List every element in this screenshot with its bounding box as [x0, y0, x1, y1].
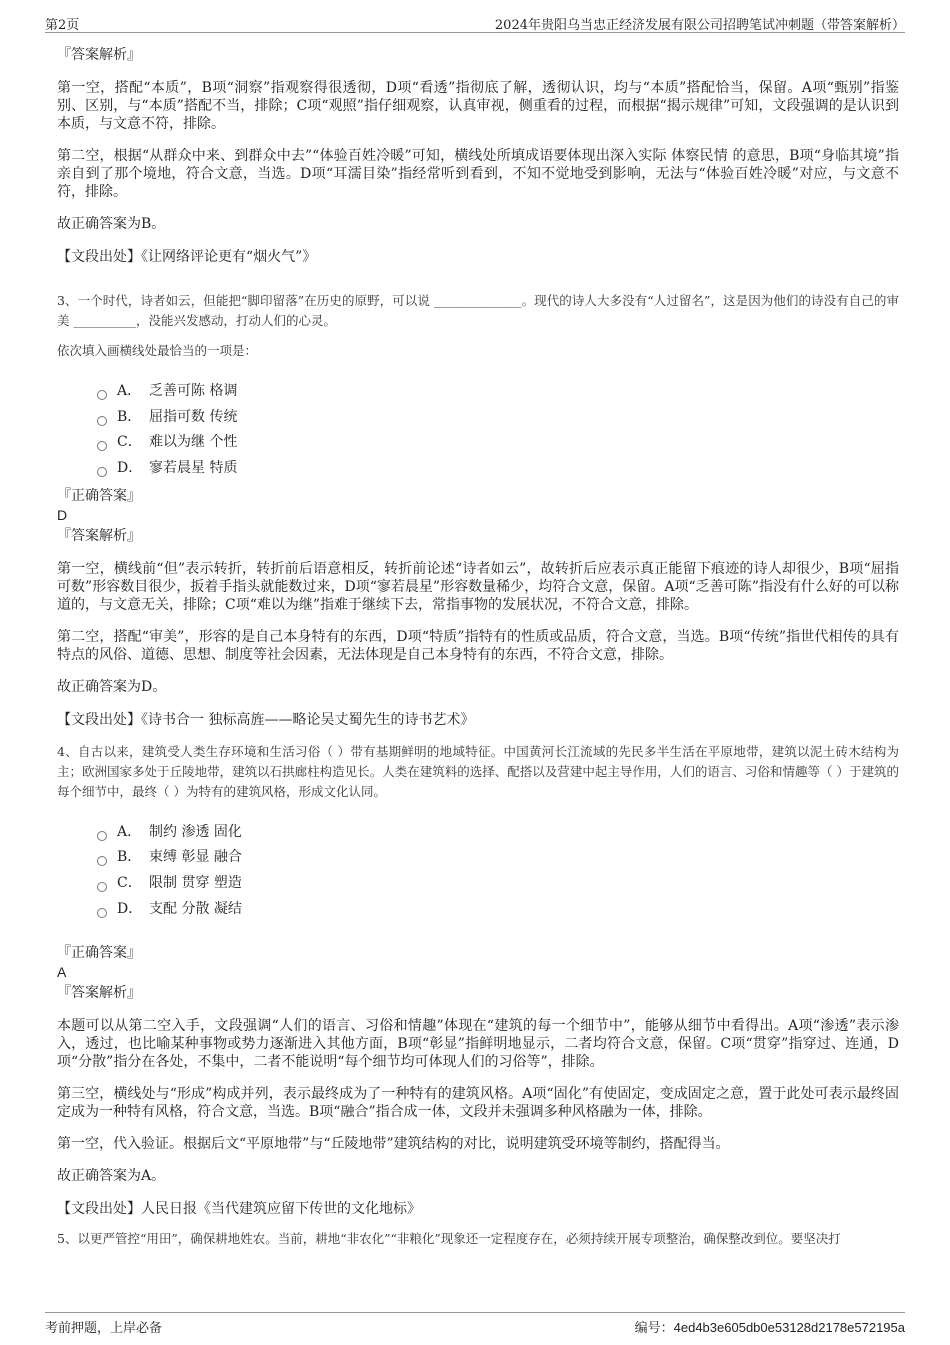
q4-option-c[interactable]: C． 限制 贯穿 塑造	[97, 871, 899, 897]
q4-analysis-para-2: 第三空，横线处与“形成”构成并列，表示最终成为了一种特有的建筑风格。A项“固化”有使固定，变成固定之意，置于此处可表示最终固定成为一种特有风格，符合文意，当选。B项“融合”指合成一体，文段并未强调多种风格融为一体，排除。	[57, 1085, 899, 1120]
q4-correct-label: 『正确答案』	[57, 944, 141, 961]
page-number: 第2页	[45, 18, 80, 33]
radio-icon[interactable]	[97, 441, 107, 451]
q3-option-b[interactable]: B． 屈指可数 传统	[97, 405, 899, 431]
radio-icon[interactable]	[97, 467, 107, 477]
q4-analysis-para-3: 第一空，代入验证。根据后文“平原地带”与“丘陵地带”建筑结构的对比，说明建筑受环境等制约，搭配得当。	[57, 1135, 730, 1152]
q3-options	[97, 379, 899, 482]
q2-source: 【文段出处】《让网络评论更有“烟火气”》	[57, 249, 317, 265]
q3-option-d[interactable]: D． 寥若晨星 特质	[97, 456, 899, 482]
document-title: 2024年贵阳乌当忠正经济发展有限公司招聘笔试冲刺题（带答案解析）	[494, 18, 905, 33]
q2-analysis-conclusion: 故正确答案为B。	[57, 216, 166, 232]
q3-correct-answer: D	[57, 506, 68, 523]
radio-icon[interactable]	[97, 416, 107, 426]
q4-analysis-label: 『答案解析』	[57, 984, 141, 1001]
page-content	[57, 45, 899, 1249]
q4-correct-answer: A	[57, 963, 67, 980]
q2-analysis-para-1: 第一空，搭配“本质”，B项“洞察”指观察得很透彻，D项“看透”指彻底了解，透彻认识，均与“本质”搭配恰当，保留。A项“甄别”指鉴别、区别，与“本质”搭配不当，排除；C项“观照”指仔细观察，认真审视，侧重看的过程，而根据“揭示规律”可知，文段强调的是认识到本质，与文意不符，排除。	[57, 80, 899, 132]
q3-correct-label: 『正确答案』	[57, 487, 141, 504]
q4-stem: 4、自古以来，建筑受人类生存环境和生活习俗（ ）带有基期鲜明的地域特征。中国黄河长江流域的先民多半生活在平原地带，建筑以泥土砖木结构为主；欧洲国家多处于丘陵地带，建筑以石拱廊柱构造见长。人类在建筑料的选择、配搭以及营建中起主导作用，人们的语言、习俗和情趣等（ ）于建筑的每个细节中，最终（ ）为特有的建筑风格，形成文化认同。	[57, 743, 899, 799]
page-footer	[45, 1312, 905, 1335]
q3-analysis-para-2: 第二空，搭配“审美”，形容的是自己本身特有的东西，D项“特质”指特有的性质或品质，符合文意，当选。B项“传统”指世代相传的具有特点的风俗、道德、思想、制度等社会因素，无法体现是自己本身特有的东西，不符合文意，排除。	[57, 628, 899, 663]
q4-option-a[interactable]: A． 制约 渗透 固化	[97, 820, 899, 846]
q5-stem: 5、以更严管控“用田”，确保耕地姓农。当前，耕地“非农化”“非粮化”现象还一定程度存在，必须持续开展专项整治，确保整改到位。要坚决打	[57, 1230, 841, 1246]
radio-icon[interactable]	[97, 390, 107, 400]
q4-analysis-para-1: 本题可以从第二空入手，文段强调“人们的语言、习俗和情趣”体现在“建筑的每一个细节中”，能够从细节中看得出。A项“渗透”表示渗入，透过，也比喻某种事物或势力逐渐进入其他方面，B项“彰显”指鲜明地显示，二者均符合文意，保留。C项“贯穿”指穿过、连通，D项“分散”指分在各处，不集中，二者不能说明“每个细节均可体现人们的习俗等”，排除。	[57, 1017, 899, 1070]
q3-analysis-conclusion: 故正确答案为D。	[57, 678, 167, 695]
q3-analysis-para-1: 第一空，横线前“但”表示转折，转折前后语意相反，转折前论述“诗者如云”，故转折后应表示真正能留下痕迹的诗人却很少，B项“屈指可数”形容数目很少，扳着手指头就能数过来，D项“寥若晨星”形容数量稀少，均符合文意，保留。A项“乏善可陈”指没有什么好的可以称道的，与文意无关，排除；C项“难以为继”指难于继续下去，常指事物的发展状况，不符合文意，排除。	[57, 560, 899, 613]
radio-icon[interactable]	[97, 856, 107, 866]
q4-option-b[interactable]: B． 束缚 彰显 融合	[97, 845, 899, 871]
q3-source: 【文段出处】《诗书合一 独标高旌——略论吴丈蜀先生的诗书艺术》	[57, 711, 475, 728]
footer-slogan: 考前押题，上岸必备	[45, 1321, 163, 1336]
q3-option-a[interactable]: A． 乏善可陈 格调	[97, 379, 899, 405]
radio-icon[interactable]	[97, 908, 107, 918]
q4-options	[97, 820, 899, 923]
q2-analysis-para-2: 第二空，根据“从群众中来、到群众中去”“体验百姓冷暖”可知，横线处所填成语要体现出深入实际 体察民情 的意思，B项“身临其境”指亲自到了那个境地，符合文意，当选。D项“耳濡目染”指经常听到看到，不知不觉地受到影响，无法与“体验百姓冷暖”对应，与文意不符，排除。	[57, 148, 899, 200]
page-header	[45, 12, 905, 33]
q3-analysis-label: 『答案解析』	[57, 527, 141, 544]
q4-analysis-conclusion: 故正确答案为A。	[57, 1167, 166, 1184]
radio-icon[interactable]	[97, 882, 107, 892]
document-code: 编号：4ed4b3e605db0e53128d2178e572195a	[634, 1320, 905, 1336]
q2-analysis-label: 『答案解析』	[57, 47, 141, 63]
q3-instruction: 依次填入画横线处最恰当的一项是：	[57, 343, 258, 358]
q3-option-c[interactable]: C． 难以为继 个性	[97, 430, 899, 456]
q3-stem: 3、一个时代，诗者如云，但能把“脚印留落”在历史的原野，可以说 ______________。现代的诗人大多没有“人过留名”，这是因为他们的诗没有自己的审美 __________，没能兴发感动，打动人们的心灵。	[57, 293, 899, 328]
radio-icon[interactable]	[97, 831, 107, 841]
q4-source: 【文段出处】人民日报《当代建筑应留下传世的文化地标》	[57, 1200, 421, 1217]
q4-option-d[interactable]: D． 支配 分散 凝结	[97, 897, 899, 923]
